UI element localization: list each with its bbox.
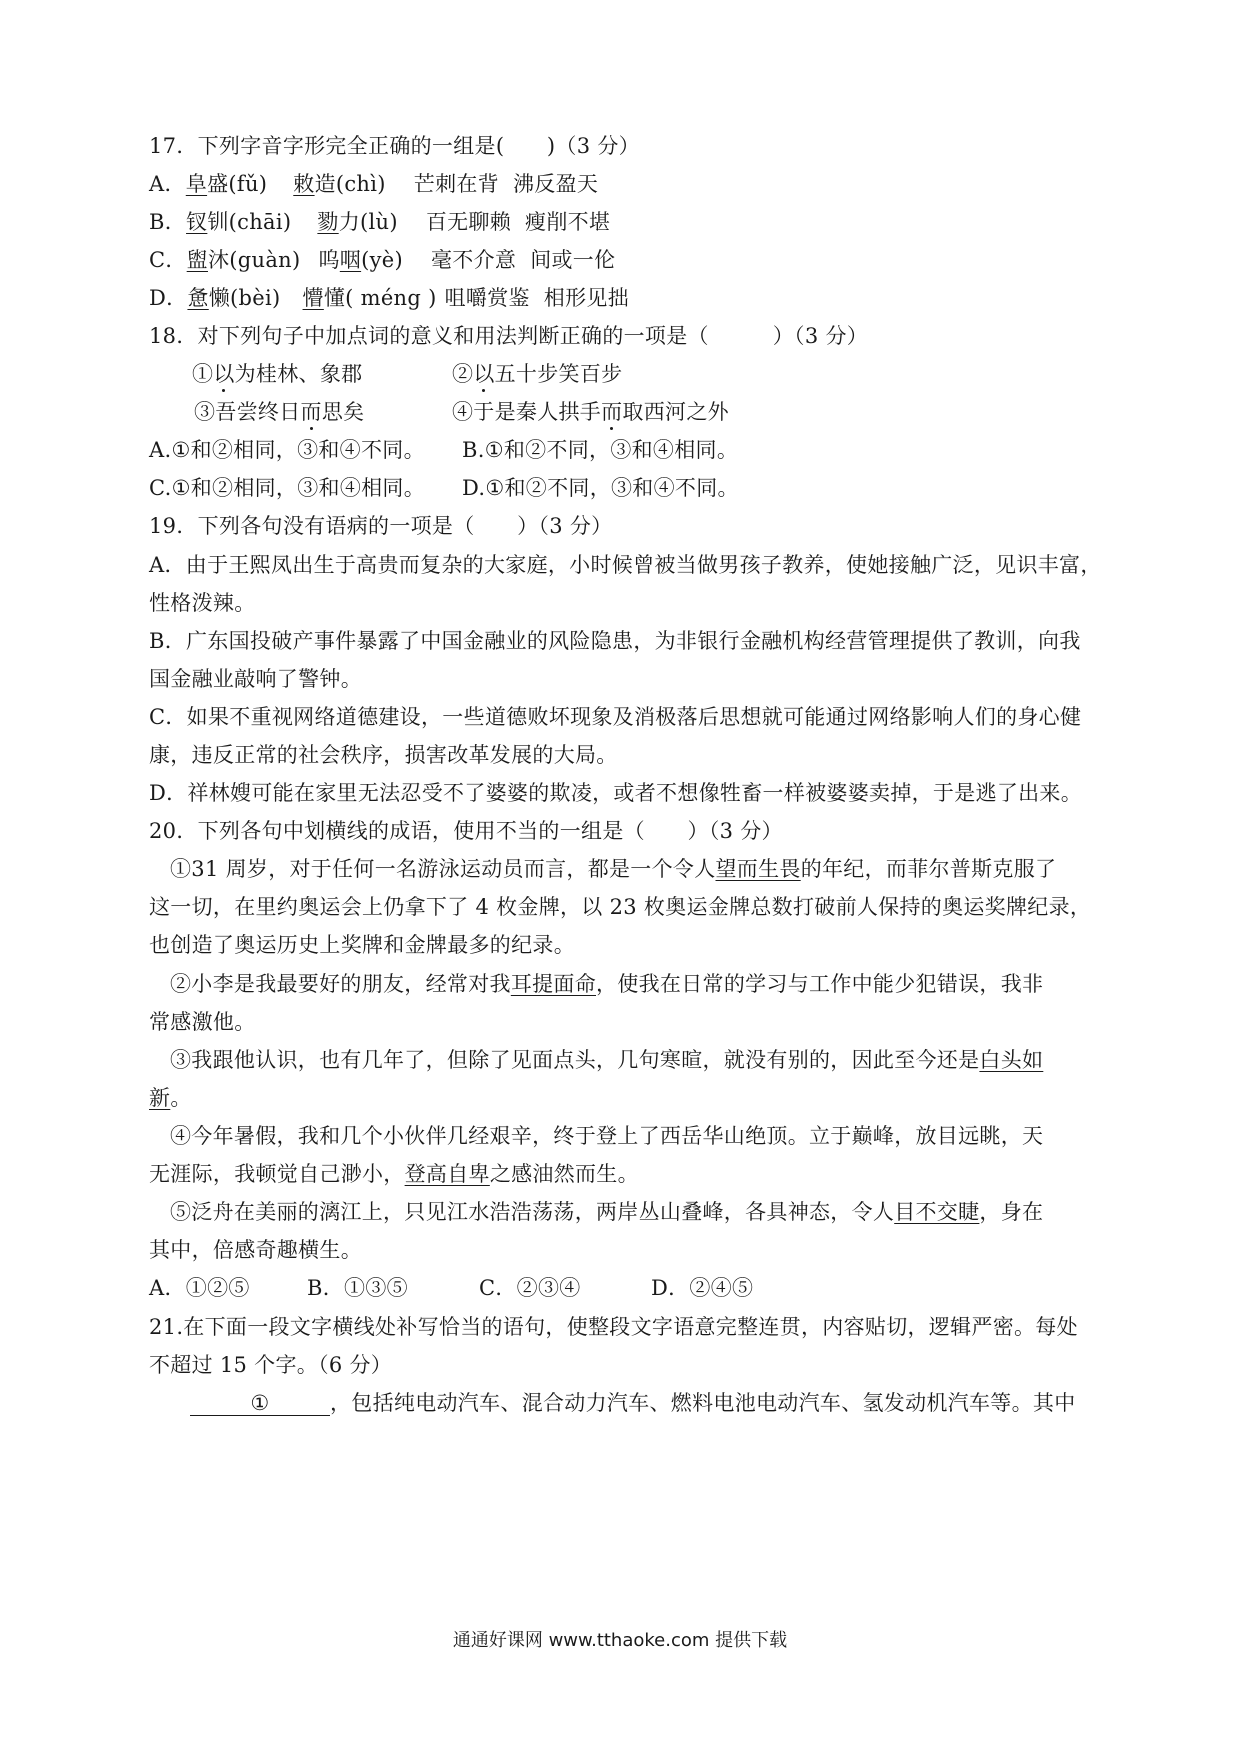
- answer-blank[interactable]: ①: [190, 1391, 330, 1416]
- q20-item-1-line2: 这一切，在里约奥运会上仍拿下了 4 枚金牌，以 23 枚奥运金牌总数打破前人保持的奥运奖牌纪录，: [149, 895, 1092, 919]
- q19-option-b-line1: B．广东国投破产事件暴露了中国金融业的风险隐患，为非银行金融机构经营管理提供了教训，向我: [149, 629, 1081, 653]
- q20-item-3-line1: ③我跟他认识，也有几年了，但除了见面点头，几句寒暄，就没有别的，因此至今还是白头如: [170, 1048, 1044, 1072]
- q20-item-4-line1: ④今年暑假，我和几个小伙伴几经艰辛，终于登上了西岳华山绝顶。立于巅峰，放目远眺，天: [170, 1124, 1044, 1148]
- q20-item-2-line2: 常感激他。: [149, 1010, 256, 1034]
- q20-stem: 20．下列各句中划横线的成语，使用不当的一组是（ ）（3 分）: [149, 819, 783, 843]
- q20-option-a: A．①②⑤: [149, 1276, 250, 1300]
- q18-stem: 18．对下列句子中加点词的意义和用法判断正确的一项是（ ）（3 分）: [149, 324, 869, 348]
- q19-option-c-line1: C．如果不重视网络道德建设，一些道德败坏现象及消极落后思想就可能通过网络影响人们的身心健: [149, 705, 1082, 729]
- footer-watermark: 通通好课网 www.tthaoke.com 提供下载: [452, 1630, 788, 1651]
- idiom-underlined: 望而生畏: [715, 857, 801, 881]
- q20-item-5-line2: 其中，倍感奇趣横生。: [149, 1238, 362, 1262]
- idiom-underlined: 登高自卑: [404, 1162, 490, 1186]
- idiom-underlined: 目不交睫: [894, 1200, 980, 1224]
- q18-sentence-2: ②以五十步笑百步: [452, 362, 623, 386]
- q21-passage-line1: ① ，包括纯电动汽车、混合动力汽车、燃料电池电动汽车、氢发动机汽车等。其中: [190, 1389, 1140, 1417]
- q18-sentence-3: ③吾尝终日而思矣: [194, 400, 365, 424]
- q18-option-d: D.①和②不同，③和④不同。: [462, 476, 739, 500]
- q19-option-a-line1: A．由于王熙凤出生于高贵而复杂的大家庭，小时候曾被当做男孩子教养，使她接触广泛，见识丰富，: [149, 553, 1102, 577]
- q19-option-b-line2: 国金融业敲响了警钟。: [149, 667, 362, 691]
- q20-item-1-line1: ①31 周岁，对于任何一名游泳运动员而言，都是一个令人望而生畏的年纪，而菲尔普斯克服了: [170, 857, 1057, 881]
- q20-option-d: D．②④⑤: [651, 1276, 754, 1300]
- q19-option-d: D．祥林嫂可能在家里无法忍受不了婆婆的欺凌，或者不想像牲畜一样被婆婆卖掉，于是逃了出来。: [149, 781, 1083, 805]
- q17-option-c: C．盥沐(guàn) 呜咽(yè) 毫不介意 间或一伦: [149, 248, 616, 272]
- q18-option-c: C.①和②相同，③和④相同。: [149, 476, 426, 500]
- q20-item-2-line1: ②小李是我最要好的朋友，经常对我耳提面命，使我在日常的学习与工作中能少犯错误，我非: [170, 972, 1044, 996]
- q17-stem: 17．下列字音字形完全正确的一组是( )（3 分）: [149, 134, 640, 158]
- q18-option-a: A.①和②相同，③和④不同。: [149, 438, 425, 462]
- q20-option-b: B．①③⑤: [307, 1276, 408, 1300]
- q20-item-1-line3: 也创造了奥运历史上奖牌和金牌最多的纪录。: [149, 933, 575, 957]
- q17-option-a: A．阜盛(fǔ) 敕造(chì) 芒刺在背 沸反盈天: [149, 172, 599, 196]
- idiom-underlined-cont: 新: [149, 1086, 171, 1110]
- q20-item-4-line2: 无涯际，我顿觉自己渺小，登高自卑之感油然而生。: [149, 1162, 639, 1186]
- q17-option-d: D．惫懒(bèi) 懵懂( méng ) 咀嚼赏鉴 相形见拙: [149, 286, 629, 310]
- q19-option-c-line2: 康，违反正常的社会秩序，损害改革发展的大局。: [149, 743, 618, 767]
- idiom-underlined: 耳提面命: [510, 972, 597, 996]
- q20-item-5-line1: ⑤泛舟在美丽的漓江上，只见江水浩浩荡荡，两岸丛山叠峰，各具神态，令人目不交睫，身在: [170, 1200, 1044, 1224]
- q20-options: [149, 1274, 1099, 1302]
- idiom-underlined: 白头如: [979, 1048, 1044, 1072]
- q19-option-a-line2: 性格泼辣。: [149, 591, 256, 615]
- q21-stem-line1: 21.在下面一段文字横线处补写恰当的语句，使整段文字语意完整连贯，内容贴切，逻辑严密。每处: [149, 1315, 1078, 1339]
- q21-stem-line2: 不超过 15 个字。（6 分）: [149, 1353, 393, 1377]
- q17-option-b: B．钗钏(chāi) 勠力(lù) 百无聊赖 瘦削不堪: [149, 210, 611, 234]
- q18-sentence-4: ④于是秦人拱手而取西河之外: [452, 400, 729, 424]
- q18-option-b: B.①和②不同，③和④相同。: [462, 438, 739, 462]
- q18-sentence-1: ①以为桂林、象郡: [192, 362, 363, 386]
- q19-stem: 19．下列各句没有语病的一项是（ ）（3 分）: [149, 514, 613, 538]
- q20-option-c: C．②③④: [479, 1276, 581, 1300]
- q20-item-3-line2: 新。: [149, 1086, 192, 1110]
